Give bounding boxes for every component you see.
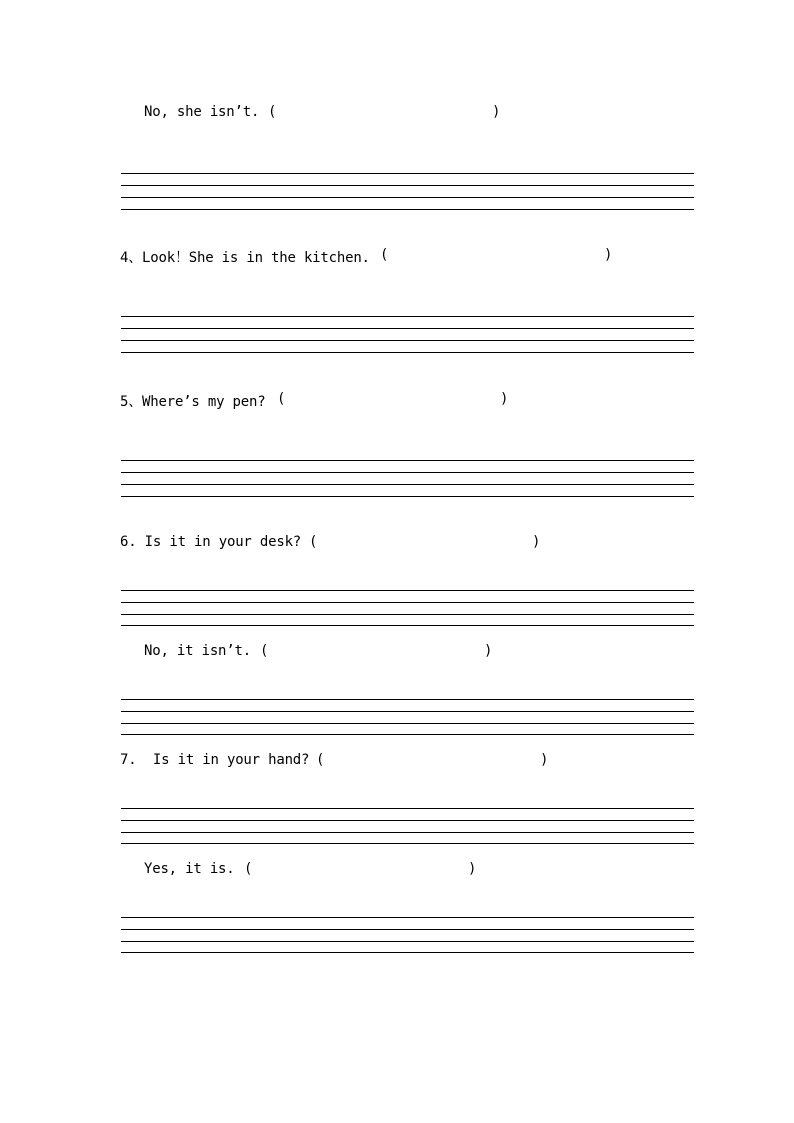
writing-lines[interactable]: [121, 590, 694, 627]
writing-line: [121, 808, 694, 809]
writing-line: [121, 699, 694, 700]
writing-line: [121, 460, 694, 461]
writing-line: [121, 625, 694, 626]
open-paren: (: [260, 643, 269, 659]
close-paren: ): [604, 247, 613, 263]
writing-line: [121, 843, 694, 844]
writing-line: [121, 197, 694, 198]
open-paren: (: [380, 247, 389, 263]
writing-line: [121, 614, 694, 615]
sentence-text: 5、Where’s my pen?: [120, 394, 266, 410]
sentence-text: No, she isn’t.: [144, 104, 260, 120]
writing-line: [121, 352, 694, 353]
writing-line: [121, 929, 694, 930]
writing-line: [121, 316, 694, 317]
open-paren: (: [277, 391, 286, 407]
writing-line: [121, 472, 694, 473]
writing-line: [121, 209, 694, 210]
writing-line: [121, 723, 694, 724]
close-paren: ): [540, 752, 549, 768]
writing-line: [121, 917, 694, 918]
writing-lines[interactable]: [121, 316, 694, 353]
writing-lines[interactable]: [121, 699, 694, 736]
close-paren: ): [532, 534, 541, 550]
writing-line: [121, 185, 694, 186]
writing-lines[interactable]: [121, 808, 694, 845]
writing-line: [121, 602, 694, 603]
writing-line: [121, 832, 694, 833]
writing-line: [121, 941, 694, 942]
sentence-text: 7. Is it in your hand?: [120, 752, 310, 768]
open-paren: (: [316, 752, 325, 768]
writing-line: [121, 734, 694, 735]
sentence-text: 4、Look！She is in the kitchen.: [120, 250, 370, 266]
writing-line: [121, 484, 694, 485]
open-paren: (: [268, 104, 277, 120]
writing-lines[interactable]: [121, 173, 694, 210]
close-paren: ): [500, 391, 509, 407]
sentence-text: Yes, it is.: [144, 861, 235, 877]
close-paren: ): [492, 104, 501, 120]
writing-line: [121, 711, 694, 712]
writing-line: [121, 340, 694, 341]
open-paren: (: [309, 534, 318, 550]
close-paren: ): [468, 861, 477, 877]
close-paren: ): [484, 643, 493, 659]
sentence-text: No, it isn’t.: [144, 643, 251, 659]
writing-lines[interactable]: [121, 460, 694, 497]
writing-line: [121, 173, 694, 174]
writing-line: [121, 328, 694, 329]
writing-line: [121, 496, 694, 497]
open-paren: (: [244, 861, 253, 877]
writing-lines[interactable]: [121, 917, 694, 954]
writing-line: [121, 590, 694, 591]
sentence-text: 6. Is it in your desk?: [120, 534, 302, 550]
writing-line: [121, 952, 694, 953]
writing-line: [121, 820, 694, 821]
